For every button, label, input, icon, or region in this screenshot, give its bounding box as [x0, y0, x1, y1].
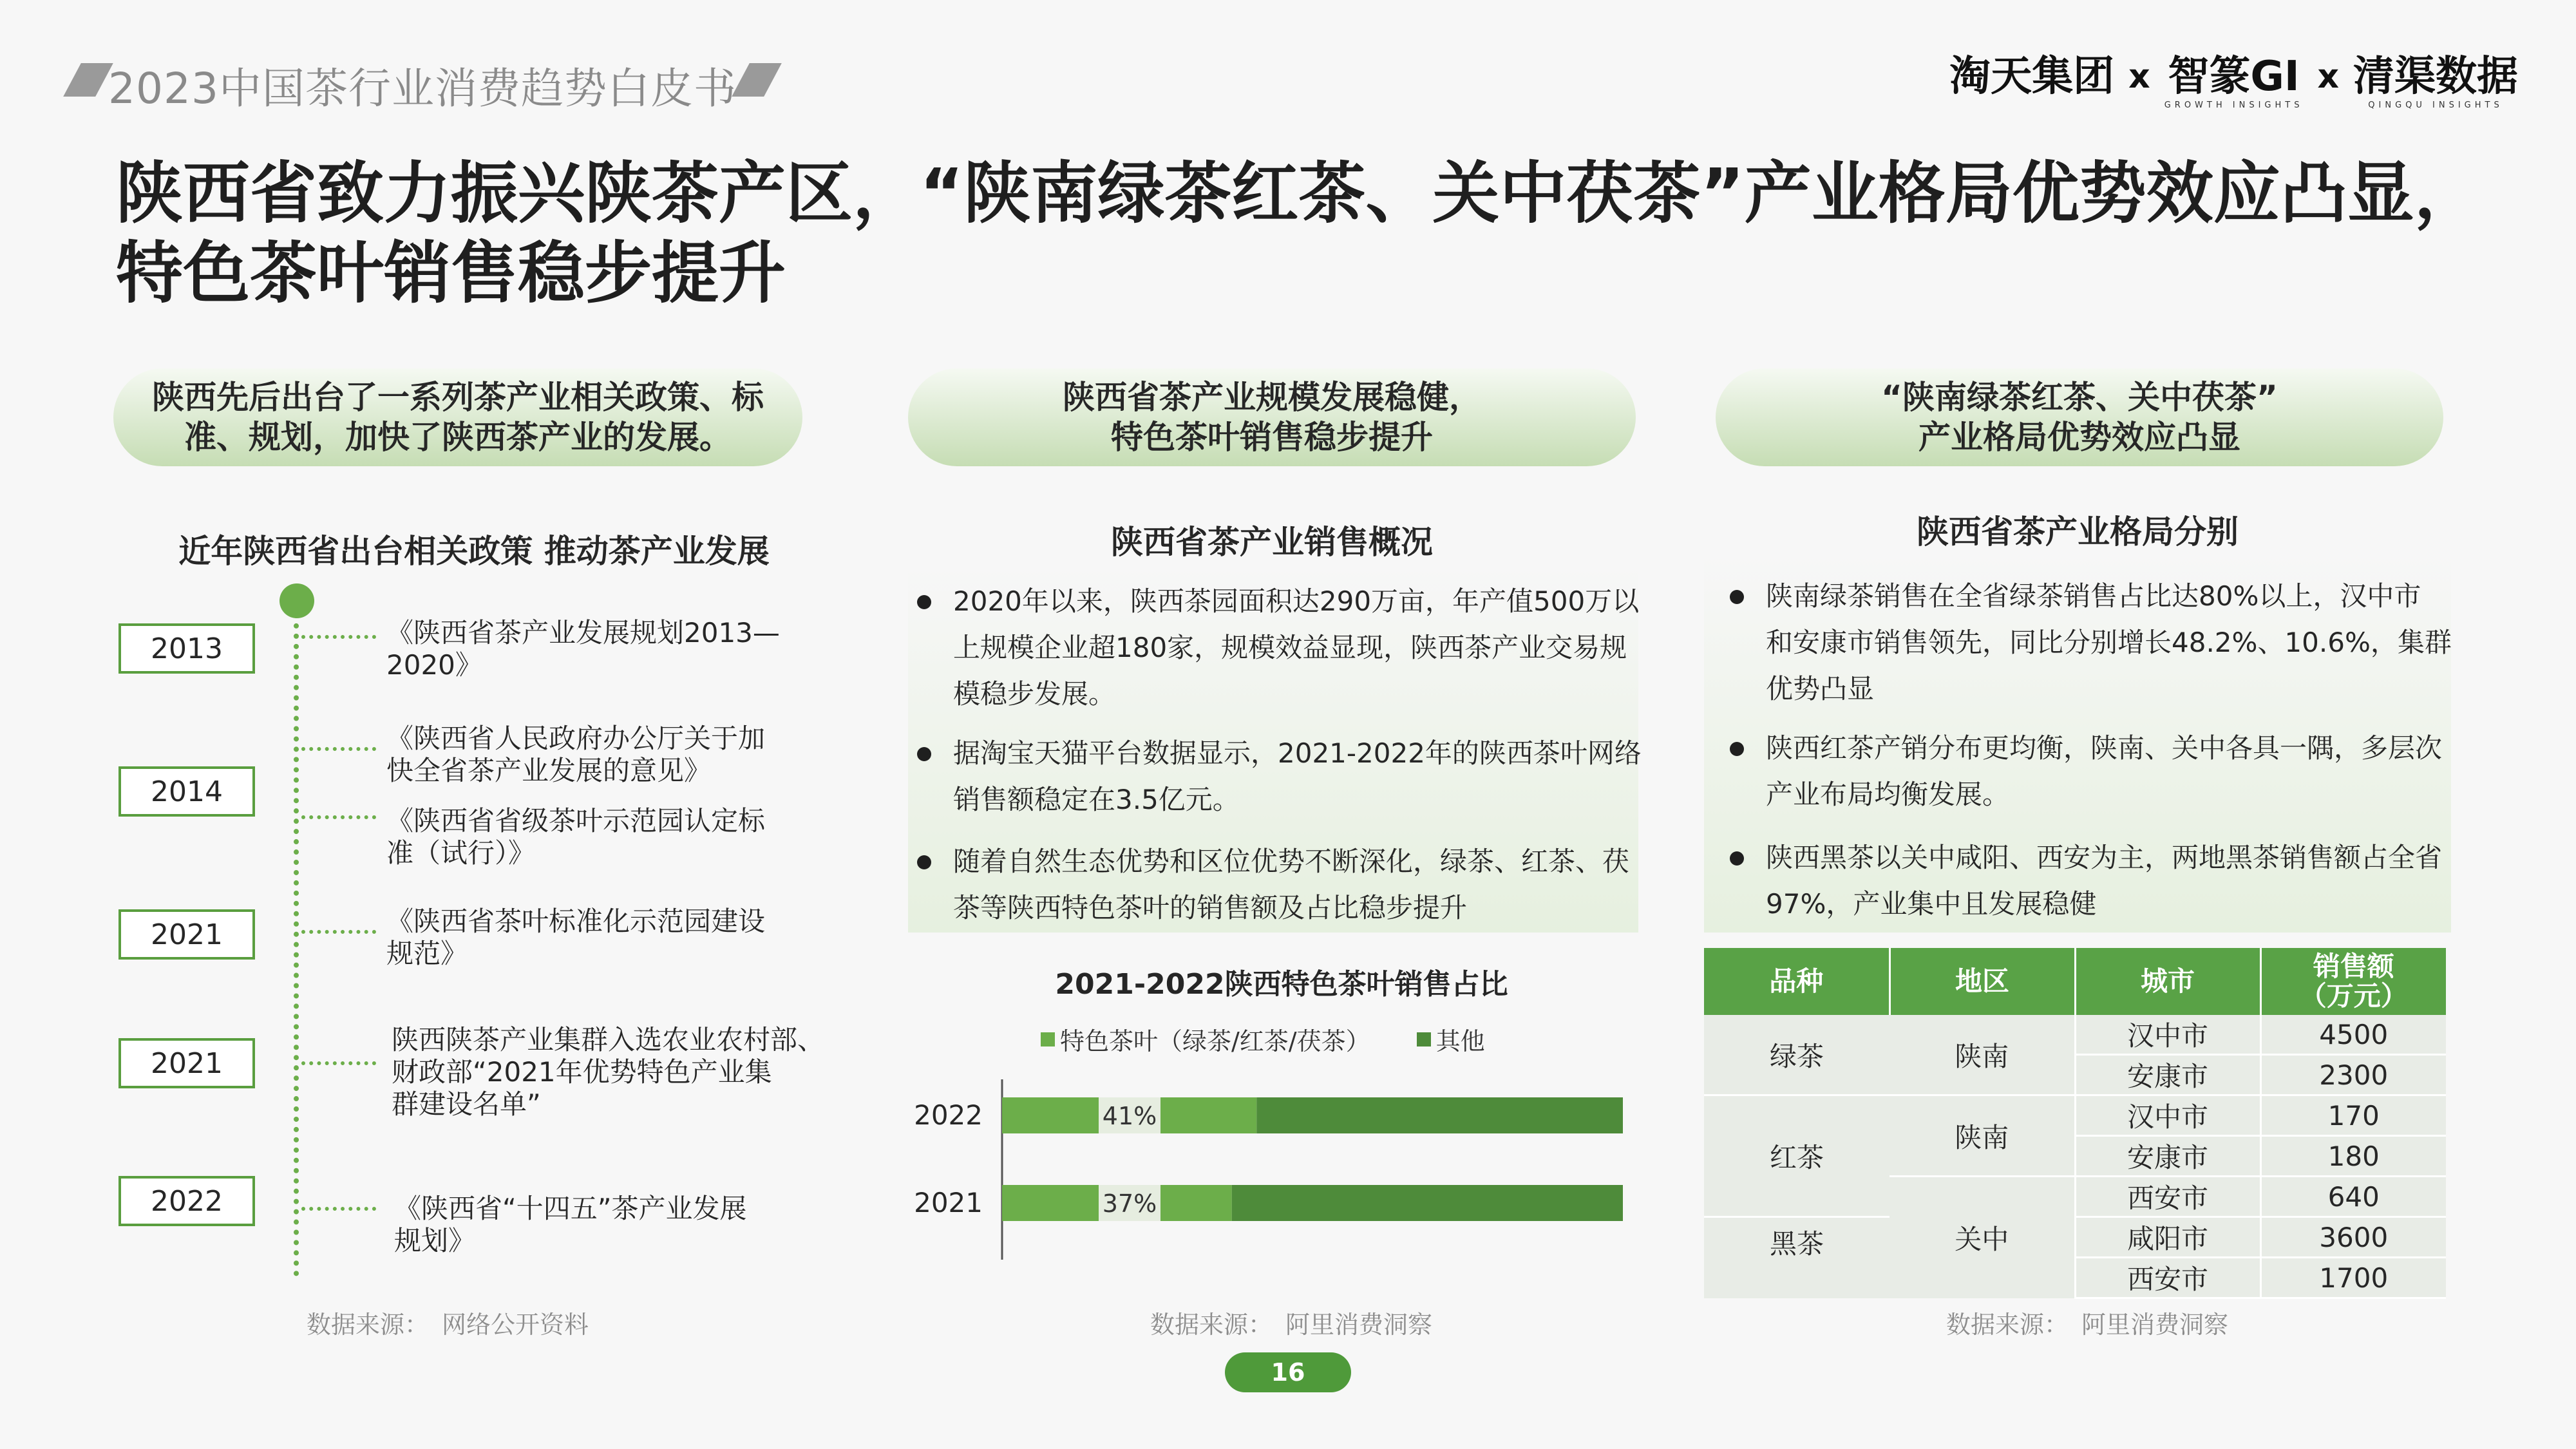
tea-sales-table — [1704, 948, 2446, 1299]
page-title-line: 陕西省致力振兴陕茶产区，“陕南绿茶红茶、关中茯茶”产业格局优势效应凸显， — [116, 154, 2481, 232]
table-header: 地区 — [1889, 948, 2075, 1015]
table-city: 汉中市 — [2075, 1095, 2260, 1136]
brand-separator: x — [2128, 57, 2150, 96]
brand-qingqu-logo — [2353, 52, 2518, 110]
table-header: 品种 — [1704, 948, 1889, 1015]
page-title-line: 特色茶叶销售稳步提升 — [116, 234, 786, 312]
timeline-year: 2013 — [118, 623, 255, 674]
table-row — [1704, 1015, 2446, 1055]
data-label: 37% — [1102, 1189, 1157, 1218]
table-city: 咸阳市 — [2075, 1217, 2260, 1258]
table-city: 汉中市 — [2075, 1015, 2260, 1055]
data-label: 41% — [1102, 1102, 1157, 1130]
table-value: 640 — [2260, 1177, 2446, 1217]
timeline-connector — [301, 815, 376, 819]
table-header: 城市 — [2075, 948, 2260, 1015]
table-row — [1704, 1217, 2446, 1258]
table-value: 4500 — [2260, 1015, 2446, 1055]
header-slash-right — [732, 63, 782, 97]
table-value: 180 — [2260, 1136, 2446, 1177]
brand-logos — [1949, 52, 2518, 110]
table-value: 170 — [2260, 1095, 2446, 1136]
pill-line: 陕西省茶产业规模发展稳健， — [1063, 379, 1481, 416]
page-number: 16 — [1225, 1352, 1351, 1392]
policy-item: 《陕西省茶产业发展规划2013— 2020》 — [386, 617, 780, 681]
brand-separator: x — [2317, 57, 2339, 96]
policy-item: 《陕西省茶叶标准化示范园建设 规范》 — [386, 905, 766, 969]
middle-source: 数据来源： 阿里消费洞察 — [1150, 1311, 1433, 1339]
brand-name: 淘天集团 — [1949, 53, 2115, 100]
right-bullet: 陕西黑茶以关中咸阳、西安为主，两地黑茶销售额占全省 97%，产业集中且发展稳健 — [1766, 835, 2442, 927]
timeline-connector — [301, 1207, 376, 1211]
brand-subtitle: GROWTH INSIGHTS — [2164, 100, 2304, 110]
timeline-year: 2014 — [118, 766, 255, 817]
pill-line: “陕南绿茶红茶、关中茯茶” — [1881, 379, 2278, 416]
sales-share-bar-chart — [902, 1066, 1649, 1260]
timeline-connector — [301, 747, 376, 751]
category-label: 2022 — [914, 1099, 983, 1131]
middle-bullet: 随着自然生态优势和区位优势不断深化，绿茶、红茶、茯 茶等陕西特色茶叶的销售额及占比稳步提升 — [953, 838, 1629, 931]
table-region: 陕南 — [1889, 1015, 2075, 1095]
timeline-year: 2022 — [118, 1176, 255, 1226]
legend-swatch — [1041, 1032, 1055, 1046]
table-region: 关中 — [1889, 1177, 2075, 1298]
bar-other — [1232, 1185, 1623, 1221]
right-source: 数据来源： 阿里消费洞察 — [1946, 1311, 2229, 1339]
chart-legend — [1041, 1021, 1485, 1057]
left-section-title: 近年陕西省出台相关政策 推动茶产业发展 — [178, 533, 770, 570]
pill-line: 产业格局优势效应凸显 — [1918, 419, 2240, 456]
middle-bullet: 2020年以来，陕西茶园面积达290万亩，年产值500万以 上规模企业超180家，规模效益显现，陕西茶产业交易规 模稳步发展。 — [953, 578, 1639, 717]
table-city: 西安市 — [2075, 1258, 2260, 1298]
table-kind: 红茶 — [1704, 1095, 1889, 1217]
left-panel-pill — [113, 368, 802, 466]
middle-bullet: 据淘宝天猫平台数据显示，2021-2022年的陕西茶叶网络 销售额稳定在3.5亿元。 — [953, 730, 1642, 823]
timeline-connector — [301, 635, 376, 639]
pill-line: 准、规划，加快了陕西茶产业的发展。 — [184, 419, 732, 456]
table-city: 安康市 — [2075, 1055, 2260, 1095]
table-value: 1700 — [2260, 1258, 2446, 1298]
bar-other — [1256, 1097, 1623, 1133]
right-bullet: 陕南绿茶销售在全省绿茶销售占比达80%以上，汉中市 和安康市销售领先，同比分别增长48.2%、10.6%，集群 优势凸显 — [1766, 573, 2452, 712]
right-panel-pill — [1716, 368, 2443, 466]
pill-line: 特色茶叶销售稳步提升 — [1111, 419, 1433, 456]
right-bullet: 陕西红茶产销分布更均衡，陕南、关中各具一隅，多层次 产业布局均衡发展。 — [1766, 725, 2442, 818]
category-label: 2021 — [914, 1187, 983, 1218]
pill-line: 陕西先后出台了一系列茶产业相关政策、标 — [152, 379, 764, 416]
timeline-connector — [301, 930, 376, 934]
brand-subtitle: QINGQU INSIGHTS — [2368, 100, 2503, 110]
legend-label: 其他 — [1435, 1027, 1485, 1056]
table-value: 2300 — [2260, 1055, 2446, 1095]
policy-item: 陕西陕茶产业集群入选农业农村部、 财政部“2021年优势特色产业集 群建设名单” — [392, 1024, 825, 1120]
table-kind: 绿茶 — [1704, 1015, 1889, 1095]
brand-zhizhuan-logo — [2164, 52, 2304, 110]
chart-title: 2021-2022陕西特色茶叶销售占比 — [1055, 968, 1508, 1001]
header-slash-left — [63, 63, 113, 97]
legend-item-other — [1417, 1021, 1485, 1057]
brand-taotian-logo — [1949, 52, 2114, 102]
table-city: 安康市 — [2075, 1136, 2260, 1177]
report-title: 2023中国茶行业消费趋势白皮书 — [108, 64, 737, 113]
page-title — [116, 153, 2537, 313]
legend-item-special — [1041, 1021, 1370, 1057]
policy-item: 《陕西省“十四五”茶产业发展 规划》 — [394, 1193, 747, 1256]
timeline-connector — [301, 1061, 376, 1065]
table-city: 西安市 — [2075, 1177, 2260, 1217]
left-source: 数据来源： 网络公开资料 — [307, 1311, 589, 1339]
table-region: 陕南 — [1889, 1095, 2075, 1177]
brand-name: 清渠数据 — [2353, 53, 2518, 100]
timeline-year: 2021 — [118, 1038, 255, 1088]
table-header-row — [1704, 948, 2446, 1015]
policy-item: 《陕西省省级茶叶示范园认定标 准（试行）》 — [386, 805, 766, 869]
policy-item: 《陕西省人民政府办公厅关于加 快全省茶产业发展的意见》 — [386, 723, 766, 786]
table-kind: 黑茶 — [1704, 1217, 1889, 1298]
middle-panel-pill — [908, 368, 1636, 466]
table-row — [1704, 1095, 2446, 1136]
timeline-line — [294, 603, 299, 1276]
brand-name: 智篆GI — [2168, 53, 2300, 100]
right-section-title: 陕西省茶产业格局分别 — [1917, 513, 2239, 551]
middle-section-title: 陕西省茶产业销售概况 — [1111, 524, 1433, 561]
legend-label: 特色茶叶（绿茶/红茶/茯茶） — [1060, 1027, 1370, 1056]
legend-swatch — [1417, 1032, 1431, 1046]
table-value: 3600 — [2260, 1217, 2446, 1258]
table-header: 销售额 （万元） — [2260, 948, 2446, 1015]
timeline-year: 2021 — [118, 909, 255, 960]
